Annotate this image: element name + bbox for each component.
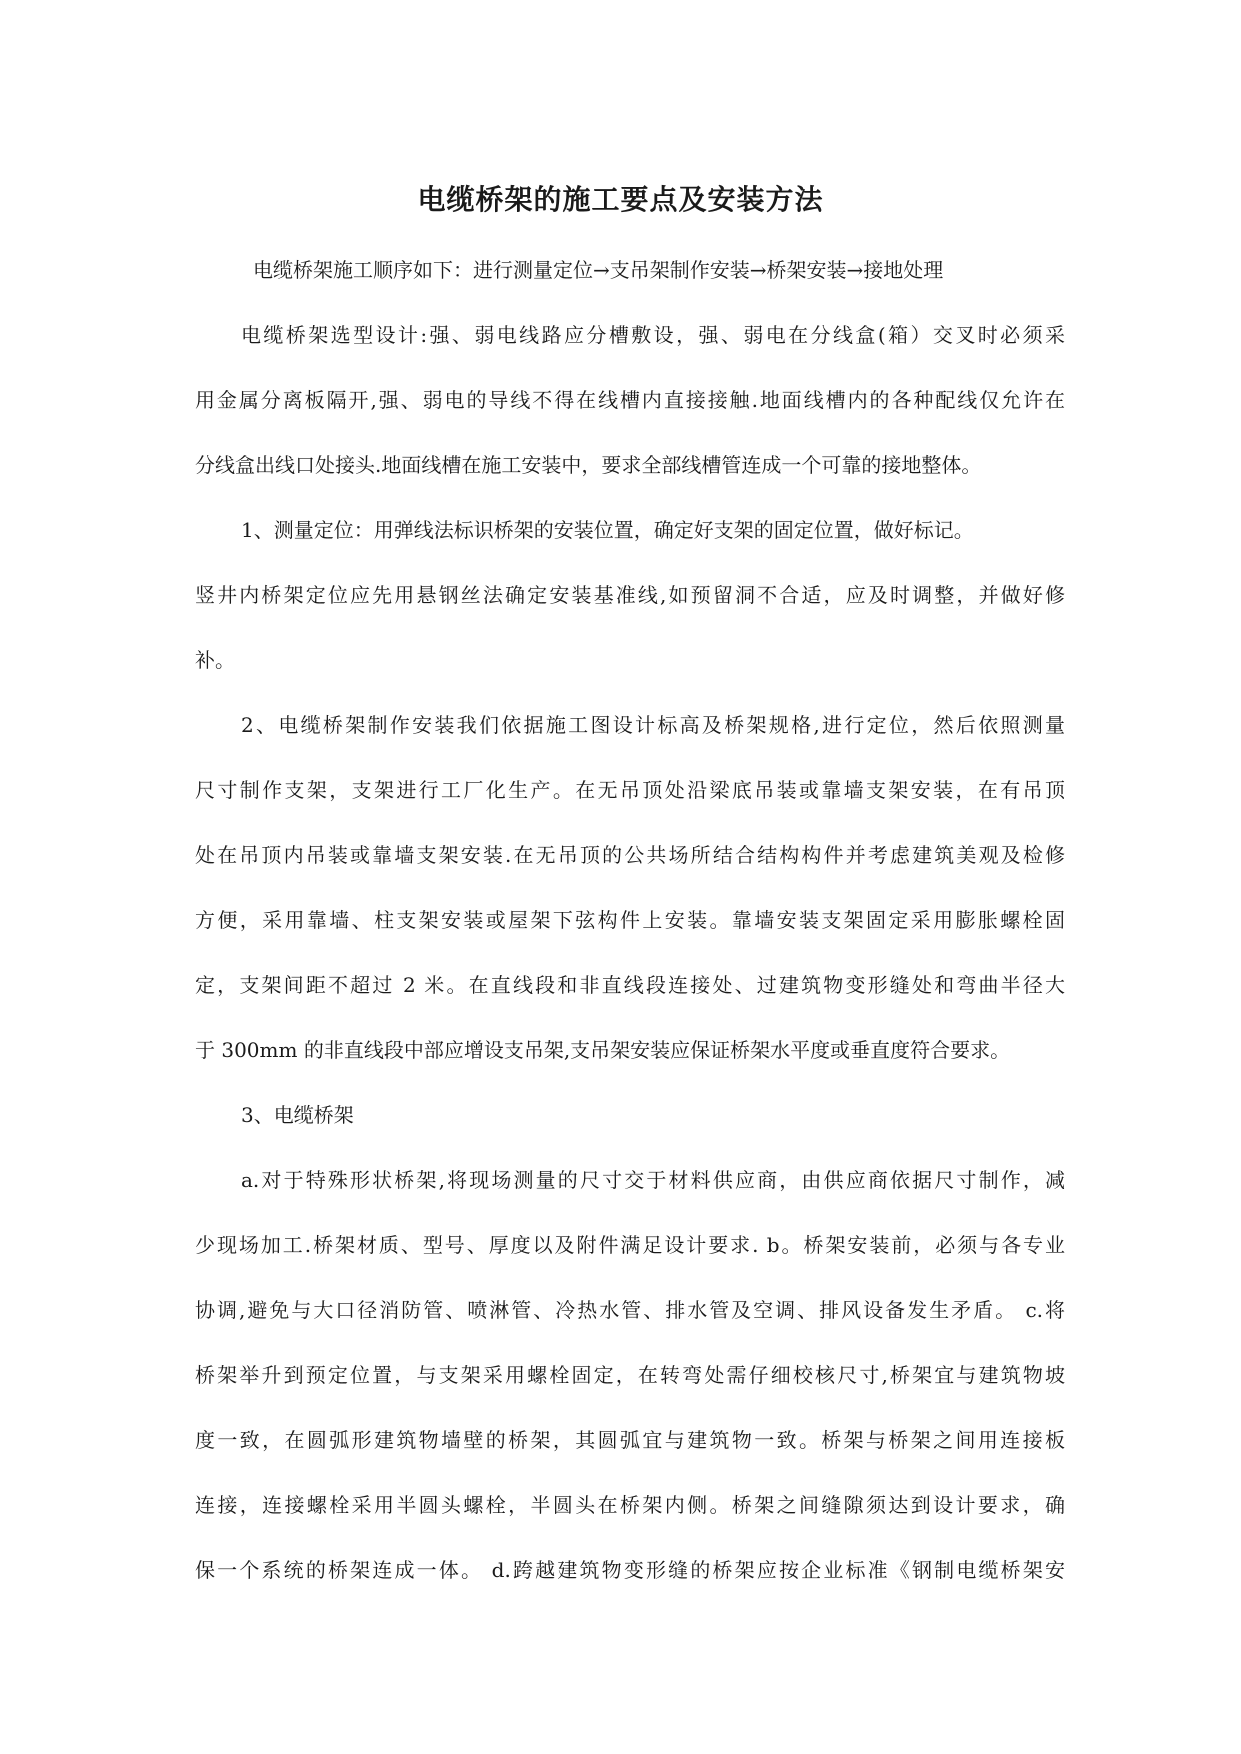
paragraph-line: 连接，连接螺栓采用半圆头螺栓，半圆头在桥架内侧。桥架之间缝隙须达到设计要求，确 bbox=[195, 1493, 1065, 1517]
body-text bbox=[195, 238, 1065, 1603]
paragraph-line: 电缆桥架施工顺序如下：进行测量定位→支吊架制作安装→桥架安装→接地处理 bbox=[253, 258, 944, 282]
paragraph-line: 补。 bbox=[195, 648, 235, 672]
paragraph-line: 少现场加工.桥架材质、型号、厚度以及附件满足设计要求. b。桥架安装前，必须与各专业 bbox=[195, 1233, 1065, 1257]
paragraph-line: 处在吊顶内吊装或靠墙支架安装.在无吊顶的公共场所结合结构构件并考虑建筑美观及检修 bbox=[195, 843, 1065, 867]
paragraph-line: 度一致，在圆弧形建筑物墙壁的桥架，其圆弧宜与建筑物一致。桥架与桥架之间用连接板 bbox=[195, 1428, 1065, 1452]
paragraph-line: 1、测量定位：用弹线法标识桥架的安装位置，确定好支架的固定位置，做好标记。 bbox=[241, 518, 974, 542]
paragraph-line: 2、电缆桥架制作安装我们依据施工图设计标高及桥架规格,进行定位，然后依照测量 bbox=[241, 713, 1065, 737]
paragraph-line: a.对于特殊形状桥架,将现场测量的尺寸交于材料供应商，由供应商依据尺寸制作，减 bbox=[241, 1168, 1065, 1192]
paragraph-line: 桥架举升到预定位置，与支架采用螺栓固定，在转弯处需仔细校核尺寸,桥架宜与建筑物坡 bbox=[195, 1363, 1065, 1387]
paragraph-line: 协调,避免与大口径消防管、喷淋管、冷热水管、排水管及空调、排风设备发生矛盾。 c.将 bbox=[195, 1298, 1065, 1322]
paragraph-line: 保一个系统的桥架连成一体。 d.跨越建筑物变形缝的桥架应按企业标准《钢制电缆桥架安 bbox=[195, 1558, 1065, 1582]
paragraph-line: 电缆桥架选型设计:强、弱电线路应分槽敷设，强、弱电在分线盒(箱）交叉时必须采 bbox=[241, 323, 1065, 347]
paragraph-line: 竖井内桥架定位应先用悬钢丝法确定安装基准线,如预留洞不合适，应及时调整，并做好修 bbox=[195, 583, 1065, 607]
paragraph-line: 分线盒出线口处接头.地面线槽在施工安装中，要求全部线槽管连成一个可靠的接地整体。 bbox=[195, 453, 982, 477]
page-title: 电缆桥架的施工要点及安装方法 bbox=[417, 183, 824, 216]
paragraph-line: 尺寸制作支架，支架进行工厂化生产。在无吊顶处沿梁底吊装或靠墙支架安装，在有吊顶 bbox=[195, 778, 1065, 802]
paragraph-line: 用金属分离板隔开,强、弱电的导线不得在线槽内直接接触.地面线槽内的各种配线仅允许在 bbox=[195, 388, 1065, 412]
paragraph-line: 方便，采用靠墙、柱支架安装或屋架下弦构件上安装。靠墙安装支架固定采用膨胀螺栓固 bbox=[195, 908, 1065, 932]
paragraph-line: 3、电缆桥架 bbox=[241, 1103, 354, 1127]
paragraph-line: 定，支架间距不超过 2 米。在直线段和非直线段连接处、过建筑物变形缝处和弯曲半径大 bbox=[195, 973, 1065, 997]
paragraph-line: 于 300mm 的非直线段中部应增设支吊架,支吊架安装应保证桥架水平度或垂直度符合要求。 bbox=[195, 1038, 1011, 1062]
